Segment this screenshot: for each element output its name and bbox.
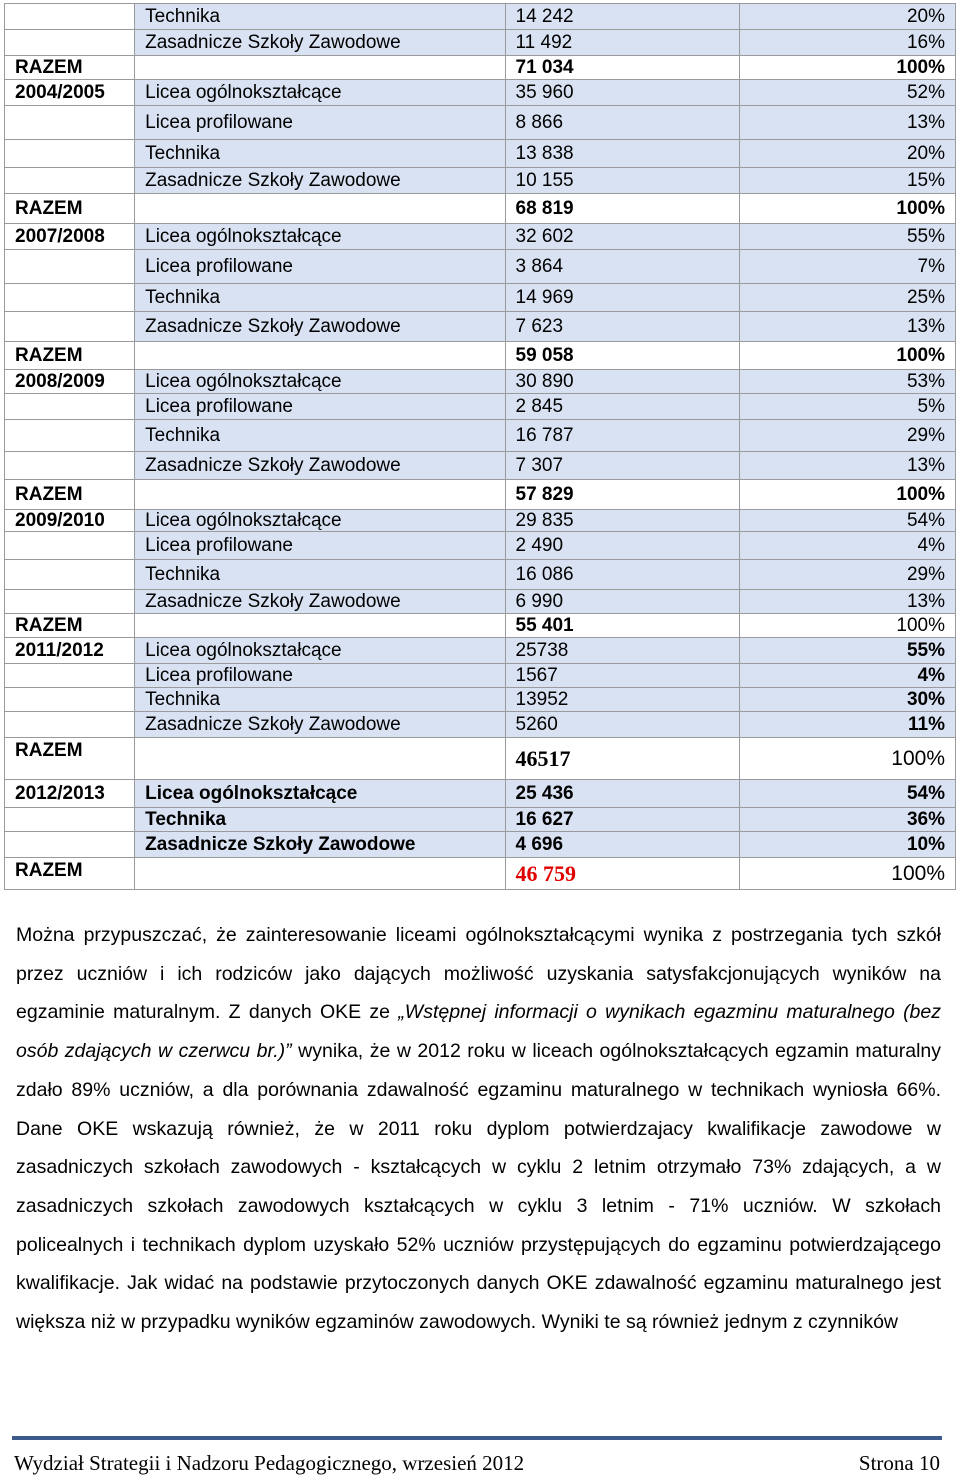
school-type-cell: Zasadnicze Szkoły Zawodowe: [135, 712, 505, 738]
school-type-cell: Zasadnicze Szkoły Zawodowe: [135, 30, 505, 56]
school-type-cell: Licea ogólnokształcące: [135, 510, 505, 532]
count-cell: 59 058: [505, 342, 739, 370]
count-cell: 3 864: [505, 250, 739, 284]
school-type-cell: Technika: [135, 4, 505, 30]
table-row: [5, 4, 956, 30]
percent-cell: 10%: [739, 832, 955, 858]
school-type-cell: Technika: [135, 688, 505, 712]
percent-cell: 100%: [739, 738, 955, 780]
count-cell: 35 960: [505, 80, 739, 106]
percent-cell: 4%: [739, 664, 955, 688]
table-row: [5, 560, 956, 590]
year-cell: RAZEM: [5, 614, 135, 638]
percent-cell: 13%: [739, 312, 955, 342]
school-type-cell: Licea ogólnokształcące: [135, 638, 505, 664]
count-cell: 30 890: [505, 370, 739, 394]
count-cell: 14 242: [505, 4, 739, 30]
school-type-cell: Zasadnicze Szkoły Zawodowe: [135, 312, 505, 342]
school-type-cell: Licea ogólnokształcące: [135, 370, 505, 394]
count-cell: 8 866: [505, 106, 739, 140]
count-cell: 68 819: [505, 194, 739, 224]
count-cell: 71 034: [505, 56, 739, 80]
count-cell: 7 623: [505, 312, 739, 342]
table-row: [5, 808, 956, 832]
year-cell: 2012/2013: [5, 780, 135, 808]
school-type-cell: Zasadnicze Szkoły Zawodowe: [135, 590, 505, 614]
year-cell: [5, 532, 135, 560]
table-row: [5, 394, 956, 420]
year-cell: [5, 140, 135, 168]
year-cell: 2008/2009: [5, 370, 135, 394]
body-paragraph: [16, 916, 941, 1342]
percent-cell: 4%: [739, 532, 955, 560]
percent-cell: 52%: [739, 80, 955, 106]
year-cell: [5, 394, 135, 420]
table-row: [5, 30, 956, 56]
school-type-cell: Licea profilowane: [135, 664, 505, 688]
table-row: [5, 510, 956, 532]
school-type-cell: [135, 194, 505, 224]
percent-cell: 13%: [739, 590, 955, 614]
percent-cell: 13%: [739, 452, 955, 480]
enrollment-table: [4, 3, 956, 890]
school-type-cell: Licea profilowane: [135, 532, 505, 560]
school-type-cell: Licea profilowane: [135, 394, 505, 420]
school-type-cell: Licea ogólnokształcące: [135, 224, 505, 250]
year-cell: [5, 590, 135, 614]
school-type-cell: [135, 56, 505, 80]
table-row: [5, 590, 956, 614]
count-cell: 16 627: [505, 808, 739, 832]
year-cell: RAZEM: [5, 342, 135, 370]
count-cell: 5260: [505, 712, 739, 738]
school-type-cell: Technika: [135, 808, 505, 832]
percent-cell: 20%: [739, 4, 955, 30]
percent-cell: 7%: [739, 250, 955, 284]
year-cell: 2011/2012: [5, 638, 135, 664]
count-cell: 25 436: [505, 780, 739, 808]
count-cell: 32 602: [505, 224, 739, 250]
school-type-cell: [135, 858, 505, 890]
school-type-cell: Zasadnicze Szkoły Zawodowe: [135, 168, 505, 194]
year-cell: [5, 4, 135, 30]
table-row: [5, 688, 956, 712]
year-cell: RAZEM: [5, 858, 135, 890]
year-cell: [5, 560, 135, 590]
percent-cell: 55%: [739, 638, 955, 664]
year-cell: [5, 250, 135, 284]
school-type-cell: [135, 480, 505, 510]
year-cell: 2009/2010: [5, 510, 135, 532]
percent-cell: 100%: [739, 56, 955, 80]
table-row: [5, 452, 956, 480]
school-type-cell: Technika: [135, 284, 505, 312]
total-row: [5, 194, 956, 224]
percent-cell: 30%: [739, 688, 955, 712]
year-cell: [5, 808, 135, 832]
school-type-cell: [135, 738, 505, 780]
year-cell: RAZEM: [5, 738, 135, 780]
year-cell: RAZEM: [5, 480, 135, 510]
count-cell: 7 307: [505, 452, 739, 480]
count-cell: 6 990: [505, 590, 739, 614]
year-cell: [5, 312, 135, 342]
count-cell: 25738: [505, 638, 739, 664]
school-type-cell: [135, 342, 505, 370]
total-row: [5, 614, 956, 638]
percent-cell: 54%: [739, 510, 955, 532]
table-row: [5, 80, 956, 106]
total-row: [5, 342, 956, 370]
percent-cell: 36%: [739, 808, 955, 832]
year-cell: RAZEM: [5, 194, 135, 224]
school-type-cell: Licea profilowane: [135, 250, 505, 284]
year-cell: 2007/2008: [5, 224, 135, 250]
year-cell: [5, 284, 135, 312]
percent-cell: 100%: [739, 858, 955, 890]
percent-cell: 100%: [739, 480, 955, 510]
paragraph-text-2: wynika, że w 2012 roku w liceach ogólnokształcących egzamin maturalny zdało 89% uczniów, a dla porównania zdawalność egzaminu maturalnego w technikach wyniosła 66%. Dane OKE wskazują również, że w 2011 roku dyplom potwierdzajacy kwalifikacje zawodowe w zasadniczych szkołach zawodowych - kształcących w cyklu 2 letnim otrzymało 73% zdających, a w zasadniczych szkołach zawodowych kształcących w cyklu 3 letnim - 71% uczniów. W szkołach policealnych i technikach dyplom uzyskało 52% uczniów przystępujących do egzaminu potwierdzającego kwalifikacje. Jak widać na podstawie przytoczonych danych OKE zdawalność egzaminu maturalnego jest większa niż w przypadku wyników egzaminów zawodowych. Wyniki te są również jednym z czynników: [16, 1040, 941, 1334]
table-row: [5, 370, 956, 394]
count-cell: 46517: [505, 738, 739, 780]
school-type-cell: Zasadnicze Szkoły Zawodowe: [135, 832, 505, 858]
percent-cell: 15%: [739, 168, 955, 194]
table-row: [5, 420, 956, 452]
percent-cell: 100%: [739, 342, 955, 370]
year-cell: [5, 168, 135, 194]
footer-department: Wydział Strategii i Nadzoru Pedagogicznego, wrzesień 2012: [14, 1451, 525, 1475]
table-row: [5, 664, 956, 688]
percent-cell: 13%: [739, 106, 955, 140]
school-type-cell: Technika: [135, 420, 505, 452]
paragraph-text-1: Można przypuszczać, że zainteresowanie liceami ogólnokształcącymi wynika z postrzegania tych szkół przez uczniów i ich rodziców jako dających możliwość uzyskania satysfakcjonujących wyników na egzaminie maturalnym. Z danych OKE ze: [16, 924, 941, 1024]
table-row: [5, 532, 956, 560]
school-type-cell: Licea profilowane: [135, 106, 505, 140]
total-row: [5, 858, 956, 890]
count-cell: 2 845: [505, 394, 739, 420]
table-row: [5, 638, 956, 664]
table-row: [5, 250, 956, 284]
footer-divider: [12, 1436, 942, 1440]
school-type-cell: Licea ogólnokształcące: [135, 80, 505, 106]
table-row: [5, 780, 956, 808]
total-row: [5, 738, 956, 780]
percent-cell: 29%: [739, 560, 955, 590]
school-type-cell: Technika: [135, 140, 505, 168]
year-cell: [5, 688, 135, 712]
table-row: [5, 832, 956, 858]
percent-cell: 25%: [739, 284, 955, 312]
count-cell: 46 759: [505, 858, 739, 890]
count-cell: 13 838: [505, 140, 739, 168]
total-row: [5, 480, 956, 510]
year-cell: [5, 712, 135, 738]
table-row: [5, 140, 956, 168]
table-row: [5, 284, 956, 312]
count-cell: 16 086: [505, 560, 739, 590]
total-row: [5, 56, 956, 80]
year-cell: 2004/2005: [5, 80, 135, 106]
year-cell: [5, 420, 135, 452]
count-cell: 1567: [505, 664, 739, 688]
percent-cell: 54%: [739, 780, 955, 808]
school-type-cell: Licea ogólnokształcące: [135, 780, 505, 808]
count-cell: 11 492: [505, 30, 739, 56]
year-cell: [5, 832, 135, 858]
count-cell: 16 787: [505, 420, 739, 452]
count-cell: 55 401: [505, 614, 739, 638]
table-row: [5, 312, 956, 342]
percent-cell: 29%: [739, 420, 955, 452]
table-body: [5, 4, 956, 890]
count-cell: 14 969: [505, 284, 739, 312]
percent-cell: 53%: [739, 370, 955, 394]
count-cell: 57 829: [505, 480, 739, 510]
count-cell: 13952: [505, 688, 739, 712]
paragraph-citation: „Wstępnej informacji o wynikach egazminu maturalnego (bez osób zdających w czerwcu br.)”: [16, 1001, 941, 1063]
percent-cell: 55%: [739, 224, 955, 250]
year-cell: [5, 30, 135, 56]
percent-cell: 100%: [739, 614, 955, 638]
year-cell: [5, 452, 135, 480]
footer-page-number: Strona 10: [858, 1451, 940, 1475]
count-cell: 2 490: [505, 532, 739, 560]
percent-cell: 11%: [739, 712, 955, 738]
table-row: [5, 712, 956, 738]
table-row: [5, 106, 956, 140]
year-cell: [5, 106, 135, 140]
count-cell: 29 835: [505, 510, 739, 532]
percent-cell: 16%: [739, 30, 955, 56]
percent-cell: 5%: [739, 394, 955, 420]
school-type-cell: Technika: [135, 560, 505, 590]
count-cell: 4 696: [505, 832, 739, 858]
year-cell: [5, 664, 135, 688]
count-cell: 10 155: [505, 168, 739, 194]
table-row: [5, 168, 956, 194]
school-type-cell: [135, 614, 505, 638]
year-cell: RAZEM: [5, 56, 135, 80]
percent-cell: 100%: [739, 194, 955, 224]
percent-cell: 20%: [739, 140, 955, 168]
table-row: [5, 224, 956, 250]
school-type-cell: Zasadnicze Szkoły Zawodowe: [135, 452, 505, 480]
